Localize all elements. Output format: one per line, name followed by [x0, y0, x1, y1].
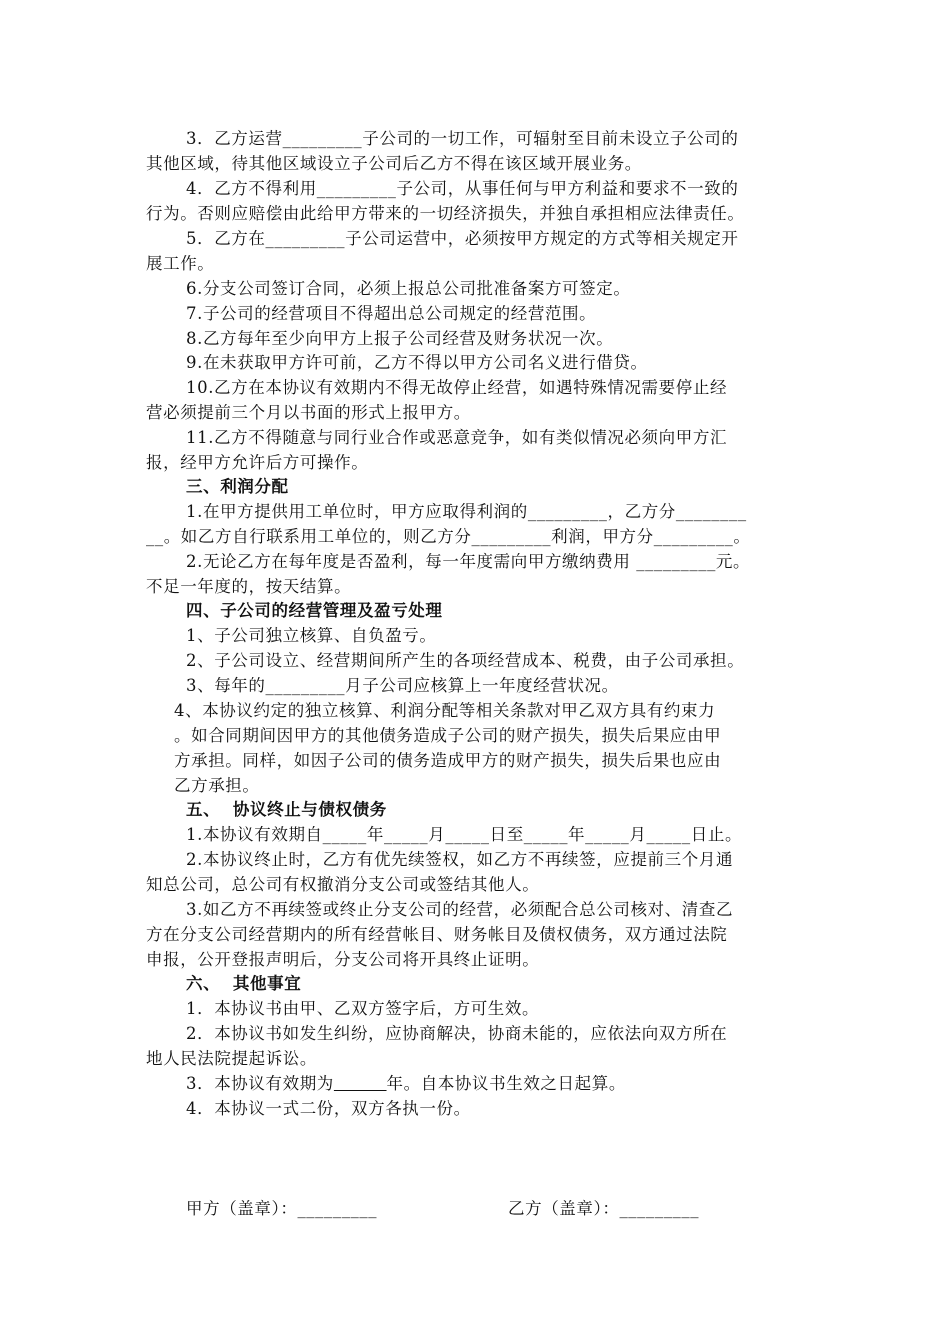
clause-4-line-1: 4．乙方不得利用_________子公司，从事任何与甲方利益和要求不一致的 — [186, 179, 739, 198]
clause-4-line-2: 行为。否则应赔偿由此给甲方带来的一切经济损失，并独自承担相应法律责任。 — [146, 204, 745, 223]
clause-6: 6.分支公司签订合同，必须上报总公司批准备案方可签定。 — [186, 279, 631, 298]
clause-5-line-1: 5．乙方在_________子公司运营中，必须按甲方规定的方式等相关规定开 — [186, 229, 739, 248]
clause-10-line-2: 营必须提前三个月以书面的形式上报甲方。 — [146, 403, 471, 422]
section-5-para-1: 1.本协议有效期自_____年_____月_____日至_____年_____月_____日止。 — [186, 825, 743, 844]
validity-years-blank — [334, 1074, 387, 1093]
clause-9: 9.在未获取甲方许可前，乙方不得以甲方公司名义进行借贷。 — [186, 353, 648, 372]
party-b-signature: 乙方（盖章）：_________ — [508, 1199, 700, 1218]
section-4-para-2: 2、子公司设立、经营期间所产生的各项经营成本、税费，由子公司承担。 — [186, 651, 745, 670]
party-a-signature: 甲方（盖章）：_________ — [186, 1199, 378, 1218]
clause-8: 8.乙方每年至少向甲方上报子公司经营及财务状况一次。 — [186, 329, 614, 348]
section-3-heading: 三、利润分配 — [186, 477, 289, 496]
section-4-para-4-line-2: 。如合同期间因甲方的其他债务造成子公司的财产损失，损失后果应由甲 — [174, 726, 722, 745]
clause-11-line-1: 11.乙方不得随意与同行业合作或恶意竞争，如有类似情况必须向甲方汇 — [186, 428, 728, 447]
section-5-heading: 五、 协议终止与债权债务 — [186, 800, 387, 819]
clause-5-line-2: 展工作。 — [146, 254, 215, 273]
section-6-para-1: 1．本协议书由甲、乙双方签字后，方可生效。 — [186, 999, 540, 1018]
section-5-para-3-line-1: 3.如乙方不再续签或终止分支公司的经营，必须配合总公司核对、清查乙 — [186, 900, 734, 919]
section-3-para-2-line-2: 不足一年度的，按天结算。 — [146, 577, 352, 596]
clause-11-line-2: 报，经甲方允许后方可操作。 — [146, 453, 369, 472]
section-4-para-1: 1、子公司独立核算、自负盈亏。 — [186, 626, 437, 645]
section-3-para-2-line-1: 2.无论乙方在每年度是否盈利，每一年度需向甲方缴纳费用 _________元。 — [186, 552, 751, 571]
section-6-para-3-suffix: 年。自本协议书生效之日起算。 — [386, 1074, 626, 1093]
section-6-para-2-line-1: 2．本协议书如发生纠纷，应协商解决，协商未能的，应依法向双方所在 — [186, 1024, 728, 1043]
section-6-para-3-prefix: 3．本协议有效期为 — [186, 1074, 334, 1093]
section-5-para-2-line-1: 2.本协议终止时，乙方有优先续签权，如乙方不再续签，应提前三个月通 — [186, 850, 734, 869]
section-3-para-1-line-1: 1.在甲方提供用工单位时，甲方应取得利润的_________，乙方分________ — [186, 502, 747, 521]
clause-7: 7.子公司的经营项目不得超出总公司规定的经营范围。 — [186, 304, 597, 323]
section-6-heading: 六、 其他事宜 — [186, 974, 302, 993]
section-6-para-3 — [186, 1072, 626, 1096]
section-4-para-4-line-4: 乙方承担。 — [174, 776, 260, 795]
clause-3-line-2: 其他区域，待其他区域设立子公司后乙方不得在该区域开展业务。 — [146, 154, 642, 173]
section-6-para-2-line-2: 地人民法院提起诉讼。 — [146, 1049, 317, 1068]
section-4-para-4-line-1: 4、本协议约定的独立核算、利润分配等相关条款对甲乙双方具有约束力 — [174, 701, 716, 720]
section-5-para-3-line-2: 方在分支公司经营期内的所有经营帐目、财务帐目及债权债务，双方通过法院 — [146, 925, 728, 944]
section-4-para-4-line-3: 方承担。同样，如因子公司的债务造成甲方的财产损失，损失后果也应由 — [174, 751, 722, 770]
section-5-para-3-line-3: 申报，公开登报声明后，分支公司将开具终止证明。 — [146, 950, 540, 969]
section-6-para-4: 4．本协议一式二份，双方各执一份。 — [186, 1099, 471, 1118]
clause-3-line-1: 3．乙方运营_________子公司的一切工作，可辐射至目前未设立子公司的 — [186, 129, 739, 148]
section-5-para-2-line-2: 知总公司，总公司有权撤消分支公司或签结其他人。 — [146, 875, 540, 894]
section-3-para-1-line-2: __。如乙方自行联系用工单位的，则乙方分_________利润，甲方分_________。 — [146, 527, 751, 546]
clause-10-line-1: 10.乙方在本协议有效期内不得无故停止经营，如遇特殊情况需要停止经 — [186, 378, 728, 397]
section-4-para-3: 3、每年的_________月子公司应核算上一年度经营状况。 — [186, 676, 619, 695]
section-4-heading: 四、子公司的经营管理及盈亏处理 — [186, 601, 443, 620]
